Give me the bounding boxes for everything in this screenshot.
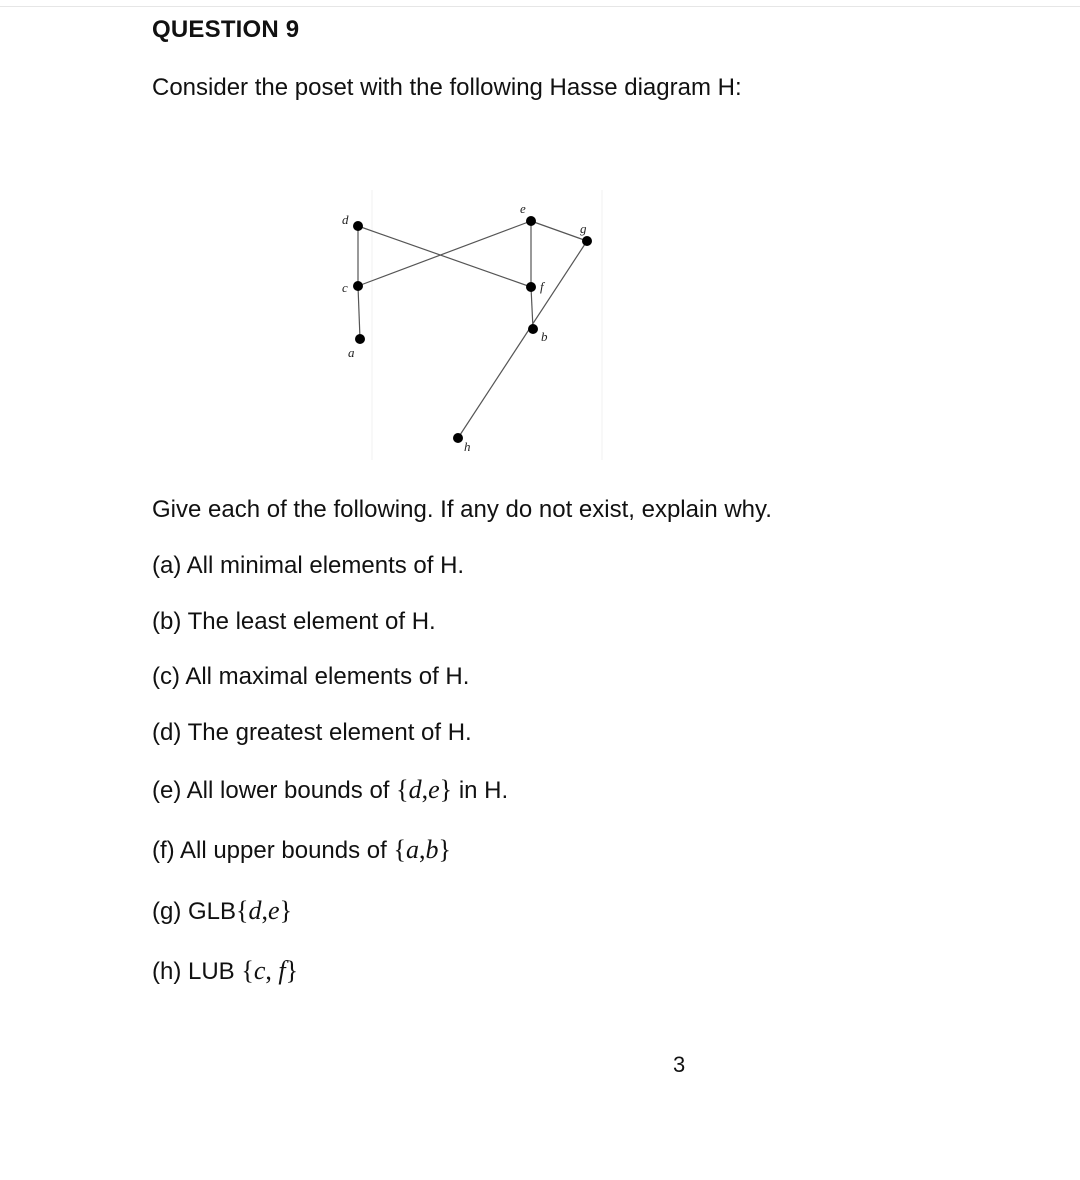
node-b (528, 324, 538, 334)
part-f (152, 835, 451, 865)
edge-f-b (531, 287, 533, 329)
node-label-f: f (540, 279, 544, 294)
set-separator: , (421, 775, 429, 804)
set-close: } (438, 835, 451, 864)
part-d: (d) The greatest element of H. (152, 719, 472, 746)
part-f-text: (f) All upper bounds of (152, 837, 387, 864)
part-b: (b) The least element of H. (152, 608, 436, 635)
page-number: 3 (673, 1052, 686, 1077)
set-element: c (253, 956, 266, 985)
instruction-text: Give each of the following. If any do not exist, explain why. (152, 496, 772, 523)
node-label-g: g (580, 221, 587, 236)
part-a: (a) All minimal elements of H. (152, 552, 465, 579)
set-separator: , (265, 956, 279, 985)
node-a (355, 334, 365, 344)
set-element: b (425, 835, 439, 864)
node-h (453, 433, 463, 443)
edge-d-f (358, 226, 531, 287)
set-element: a (405, 835, 419, 864)
node-label-c: c (342, 280, 348, 295)
node-d (353, 221, 363, 231)
edge-c-a (358, 286, 360, 339)
set-separator: , (261, 896, 269, 925)
part-h-text: (h) LUB (152, 958, 235, 985)
part-e-set (396, 775, 452, 804)
intro-text: Consider the poset with the following Hasse diagram H: (152, 74, 742, 101)
node-f (526, 282, 536, 292)
node-c (353, 281, 363, 291)
set-element: d (408, 775, 422, 804)
set-element: e (268, 896, 280, 925)
part-e-text: (e) All lower bounds of (152, 777, 390, 804)
set-open: { (236, 896, 249, 925)
set-open: { (241, 956, 254, 985)
edge-e-g (531, 221, 587, 241)
set-open: { (396, 775, 409, 804)
part-h (152, 956, 298, 986)
node-label-b: b (541, 329, 548, 344)
hasse-diagram (0, 0, 1080, 480)
edge-g-h (458, 241, 587, 438)
set-separator: , (418, 835, 426, 864)
set-open: { (393, 835, 406, 864)
part-e-suffix: in H. (452, 777, 509, 804)
node-label-d: d (342, 212, 349, 227)
set-close: } (439, 775, 453, 804)
part-g-text: (g) GLB (152, 898, 237, 925)
part-e (152, 775, 508, 805)
node-label-a: a (348, 345, 355, 360)
set-element: f (278, 956, 286, 985)
part-g (152, 896, 292, 926)
set-element: e (428, 775, 440, 804)
part-h-set (241, 956, 298, 985)
set-element: d (248, 896, 262, 925)
part-c: (c) All maximal elements of H. (152, 663, 470, 690)
set-close: } (285, 956, 299, 985)
node-g (582, 236, 592, 246)
edge-c-e (358, 221, 531, 286)
node-e (526, 216, 536, 226)
part-g-set (236, 896, 292, 925)
part-f-set (393, 835, 450, 864)
node-label-h: h (464, 439, 471, 454)
node-label-e: e (520, 201, 526, 216)
set-close: } (279, 896, 293, 925)
question-heading: QUESTION 9 (152, 16, 300, 43)
